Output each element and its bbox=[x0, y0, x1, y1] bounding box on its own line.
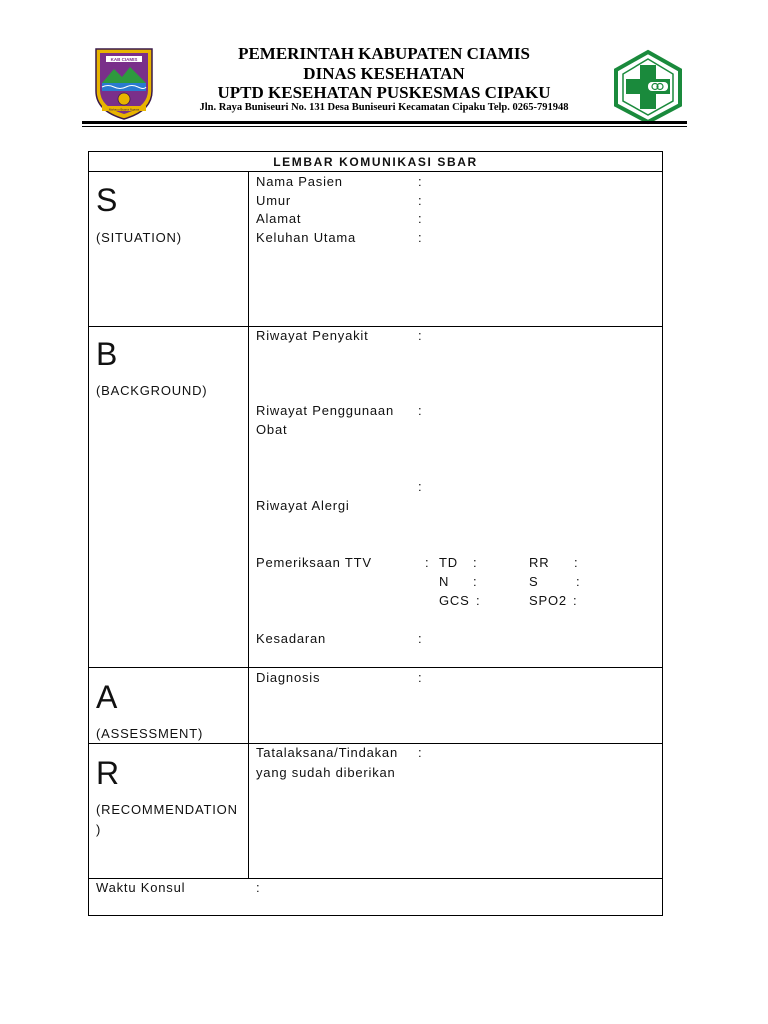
vital-td-colon: : bbox=[473, 555, 478, 570]
row-divider-b bbox=[88, 667, 663, 668]
section-r-letter: R bbox=[96, 755, 120, 791]
field-nama-pasien: Nama Pasien bbox=[256, 174, 343, 189]
crest-name-text: KAB CIAMIS bbox=[110, 57, 138, 62]
section-s-letter: S bbox=[96, 182, 118, 218]
vital-gcs: GCS bbox=[439, 593, 470, 608]
vital-gcs-colon: : bbox=[476, 593, 481, 608]
field-tindakan: Tatalaksana/Tindakan bbox=[256, 745, 398, 760]
header-department: DINAS KESEHATAN bbox=[303, 64, 465, 83]
puskesmas-logo bbox=[612, 49, 684, 125]
vital-rr: RR bbox=[529, 555, 550, 570]
section-r-label-line2: ) bbox=[96, 822, 102, 837]
letterhead-rule-thin bbox=[82, 126, 687, 127]
letterhead-rule-thick bbox=[82, 121, 687, 124]
column-divider bbox=[248, 171, 249, 878]
section-r-label: (RECOMMENDATION bbox=[96, 802, 238, 817]
field-tindakan-colon: : bbox=[418, 745, 423, 760]
field-umur: Umur bbox=[256, 193, 291, 208]
field-umur-colon: : bbox=[418, 193, 423, 208]
field-riwayat-alergi: Riwayat Alergi bbox=[256, 498, 350, 513]
field-alamat-colon: : bbox=[418, 211, 423, 226]
crest-motto-text: Mahayu Buana Ngawa bbox=[108, 107, 140, 112]
section-a-label: (ASSESSMENT) bbox=[96, 726, 204, 741]
field-riwayat-obat-line2: Obat bbox=[256, 422, 288, 437]
field-waktu-konsul-colon: : bbox=[256, 880, 261, 895]
vital-spo2-colon: : bbox=[573, 593, 578, 608]
vital-n: N bbox=[439, 574, 450, 589]
row-divider-a bbox=[88, 743, 663, 744]
field-riwayat-penyakit-colon: : bbox=[418, 328, 423, 343]
field-kesadaran: Kesadaran bbox=[256, 631, 327, 646]
header-address: Jln. Raya Buniseuri No. 131 Desa Buniseuri Kecamatan Cipaku Telp. 0265-791948 bbox=[199, 102, 569, 113]
field-pemeriksaan-ttv: Pemeriksaan TTV bbox=[256, 555, 372, 570]
field-nama-pasien-colon: : bbox=[418, 174, 423, 189]
vital-rr-colon: : bbox=[574, 555, 579, 570]
field-diagnosis-colon: : bbox=[418, 670, 423, 685]
field-riwayat-obat: Riwayat Penggunaan bbox=[256, 403, 394, 418]
field-tindakan-line2: yang sudah diberikan bbox=[256, 765, 396, 780]
row-divider-title bbox=[88, 171, 663, 172]
field-diagnosis: Diagnosis bbox=[256, 670, 321, 685]
field-riwayat-obat-colon: : bbox=[418, 403, 423, 418]
section-a-letter: A bbox=[96, 679, 118, 715]
header-government: PEMERINTAH KABUPATEN CIAMIS bbox=[238, 44, 530, 63]
section-b-label: (BACKGROUND) bbox=[96, 383, 208, 398]
vital-s: S bbox=[529, 574, 539, 589]
field-alamat: Alamat bbox=[256, 211, 302, 226]
header-puskesmas: UPTD KESEHATAN PUSKESMAS CIPAKU bbox=[217, 83, 551, 102]
vital-s-colon: : bbox=[576, 574, 581, 589]
field-pemeriksaan-ttv-colon: : bbox=[425, 555, 430, 570]
vital-n-colon: : bbox=[473, 574, 478, 589]
section-s-label: (SITUATION) bbox=[96, 230, 182, 245]
vital-spo2: SPO2 bbox=[529, 593, 567, 608]
row-divider-s bbox=[88, 326, 663, 327]
vital-td: TD bbox=[439, 555, 458, 570]
field-waktu-konsul: Waktu Konsul bbox=[96, 880, 186, 895]
form-title: LEMBAR KOMUNIKASI SBAR bbox=[273, 155, 478, 169]
field-keluhan-utama-colon: : bbox=[418, 230, 423, 245]
field-riwayat-alergi-colon: : bbox=[418, 479, 423, 494]
section-b-letter: B bbox=[96, 336, 118, 372]
row-divider-r bbox=[88, 878, 663, 879]
field-kesadaran-colon: : bbox=[418, 631, 423, 646]
field-keluhan-utama: Keluhan Utama bbox=[256, 230, 357, 245]
field-riwayat-penyakit: Riwayat Penyakit bbox=[256, 328, 369, 343]
